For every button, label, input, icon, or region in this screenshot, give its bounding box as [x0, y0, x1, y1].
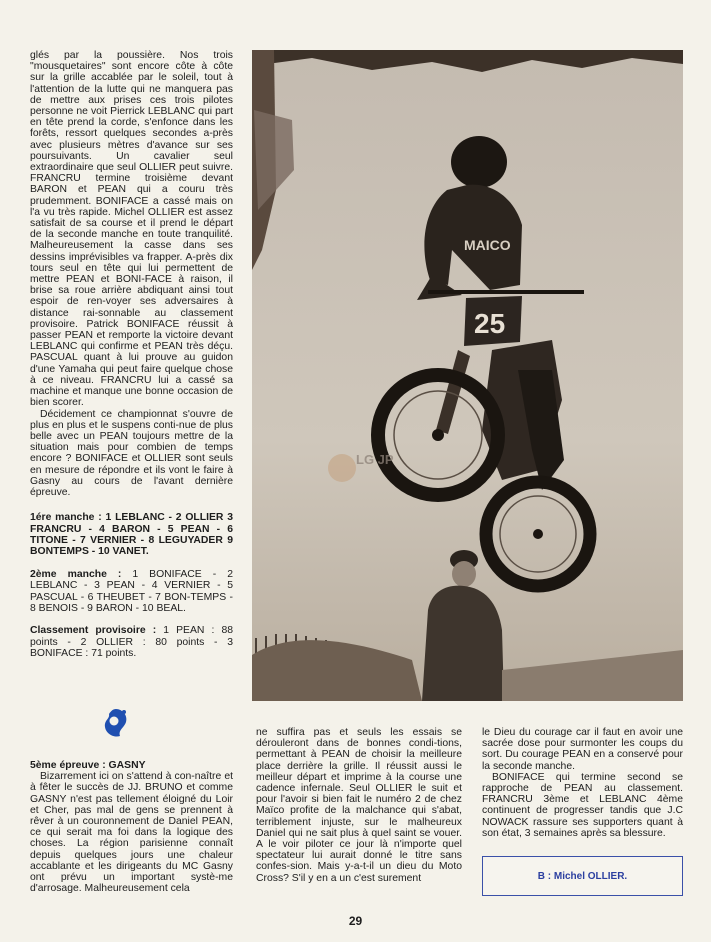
result-manche-2 [30, 569, 233, 615]
helmet-shape [451, 136, 507, 188]
result-text: 1 PEAN : 88 points - 2 OLLIER : 80 points - 3 BONIFACE : 71 points. [30, 625, 233, 660]
photo-caption: B : Michel OLLIER. [482, 856, 683, 896]
magazine-logo-icon [100, 706, 132, 740]
motocross-photo [252, 50, 683, 701]
article-paragraph: glés par la poussière. Nos trois "mousquetaires" sont encore côte à côte sur la grille accablée par le soleil, tout à l'attention de la lutte qui ne manquera pas de mettre aux prises ces trois pilotes personne ne voit Pierrick LEBLANC qui part en tête prend la corde, s'enfonce dans les forêts, ressort quelques secondes a-près avec plusieurs mètres d'avance sur ses poursuivants. Un cavalier seul extraordinaire que seul OLLIER peut suivre. FRANCRU termine troisième devant BARON et PEAN qui a couru très prudemment. BONIFACE a cassé mais on l'a vu très rapide. Michel OLLIER est assez satisfait de sa course et il prend le départ de la seconde manche en toute tranquilité. Malheureusement la casse dans ses dessins imprévisibles va frapper. A-près dix tours seul en tête qui lui permettent de mettre PEAN et BONI-FACE à raison, il brise sa roue arrière abdiquant ainsi tout espoir de ren-voyer ses adversaires à distance rai-sonnable au classement provisoire. Patrick BONIFACE réussit à passer PEAN et remporte la victoire devant LEBLANC qui confirme et PEAN très déçu. PASCUAL quant à lui prouve au guidon d'une Yamaha qui peut faire quelque chose à ce niveau. FRANCRU lui a cassé sa machine et manque une bonne occasion de bien scorer. [30, 50, 233, 409]
article-paragraph: Décidement ce championnat s'ouvre de plus en plus et le suspens conti-nue de plus belle avec un PEAN toujours mettre de la situation mais pour combien de temps encore ? BONIFACE et OLLIER sont seuls en mesure de répondre et ils vont le faire à Gasny au cours de l'avant dernière épreuve. [30, 408, 233, 498]
result-classement [30, 625, 233, 659]
section-heading: 5ème épreuve : GASNY [30, 760, 146, 771]
bike-number: 25 [474, 308, 506, 339]
photo-illustration [252, 50, 683, 701]
right-text-column [482, 727, 683, 839]
result-text: 1 LEBLANC - 2 OLLIER 3 FRANCRU - 4 BARON - 5 PEAN - 6 TITONE - 7 VERNIER - 8 LEGUYADER 9 BONTEMPS - 10 VANET. [30, 512, 233, 558]
article-paragraph: BONIFACE qui termine second se rapproche de PEAN au classement. FRANCRU 3ème et LEBLANC 4ème continuent de progresser tandis que J.C NOWACK rassure ses supporters quant à son état, 3 semaines après sa blessure. [482, 771, 683, 839]
result-label: 1ére manche : [30, 512, 102, 524]
result-label: 2ème manche : [30, 568, 122, 580]
result-label: Classement provisoire : [30, 625, 157, 637]
article-paragraph: Bizarrement ici on s'attend à con-naître et à fêter le succès de JJ. BRUNO et comme GASNY n'est pas tellement éloigné du Loir et Cher, pas mal de gens se prennent à rêver à un couronnement de Daniel PEAN, ce qui serait ma foi dans la logique des choses. La région parisienne connaît depuis quelques jours une chaleur accablante et les dirigeants du MC Gasny ont prévu un important systè-me d'arrosage. Malheureusement cela [30, 771, 233, 895]
result-manche-1 [30, 512, 233, 558]
article-paragraph: le Dieu du courage car il faut en avoir une sacrée dose pour surmonter les coups du sort. Du courage PEAN en a conservé pour la seconde manche. [482, 727, 683, 772]
section-gasny [30, 760, 233, 894]
article-paragraph: ne suffira pas et seuls les essais se dérouleront dans de bonnes condi-tions, permettant à PEAN de choisir la meilleure place derrière la grille. Il réussit aussi le meilleur départ et imprime à la course une cadence infernale. Seul OLLIER le suit et pour l'avoir si bien fait le numéro 2 de chez Maïco profite de la malchance qui s'abat, terriblement injuste, sur le malheureux Daniel qui ne sait plus à quel saint se vouer. A le voir piloter ce jour là n'importe quel spectateur lui aurait donné le titre sans confes-sion. Mais y-a-t-il un dieu du Moto Cross? S'il y en a un c'est surement [256, 727, 462, 884]
left-text-column [30, 50, 233, 671]
page-number: 29 [348, 914, 363, 928]
result-text: 1 BONIFACE - 2 LEBLANC - 3 PEAN - 4 VERNIER - 5 PASCUAL - 6 THEUBET - 7 BON-TEMPS - 8 BENOIS - 9 BARON - 10 BEAL. [30, 568, 233, 614]
middle-text-column [256, 727, 462, 884]
photo-watermark: LG JP [356, 452, 394, 467]
race-results [30, 512, 233, 659]
jersey-text: MAICO [464, 237, 511, 253]
